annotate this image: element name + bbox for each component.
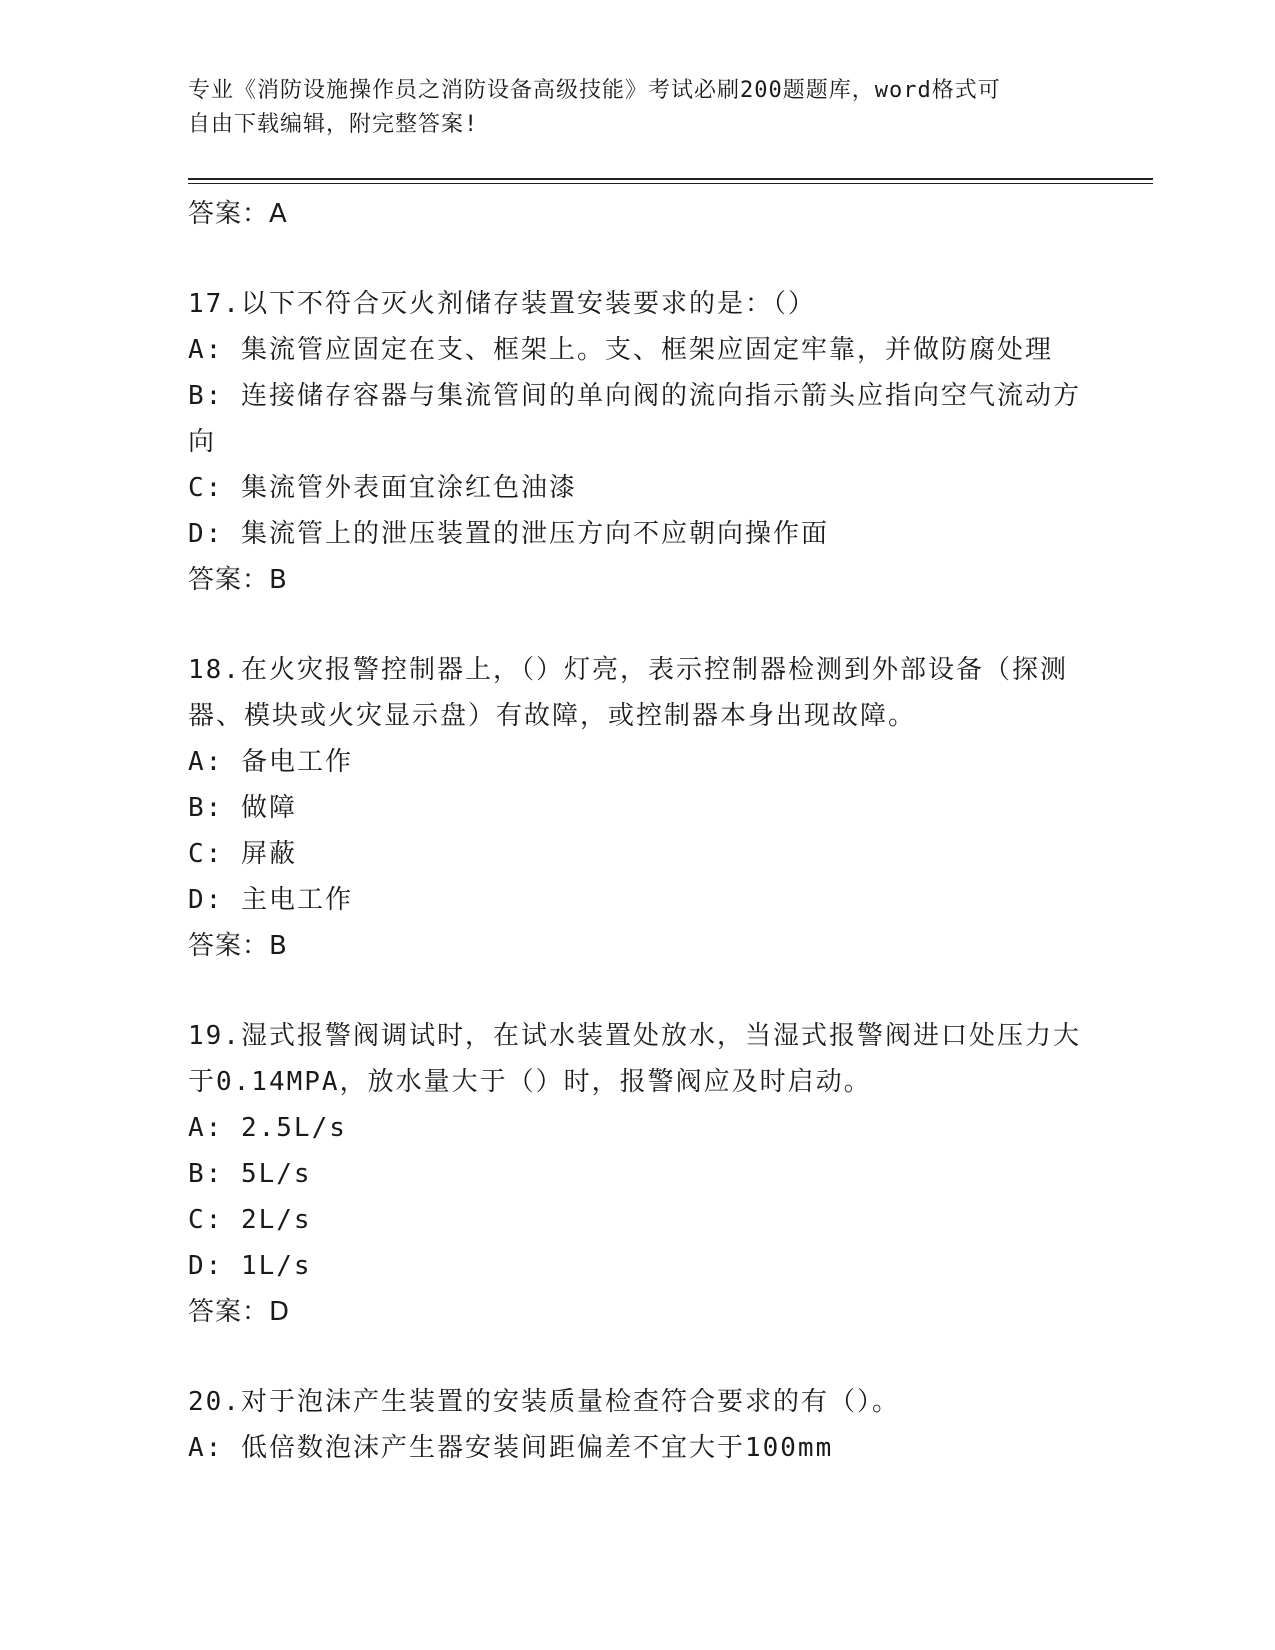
question-20	[188, 1379, 1088, 1471]
option-c: C: 集流管外表面宜涂红色油漆	[188, 473, 577, 503]
option-d: D: 集流管上的泄压装置的泄压方向不应朝向操作面	[188, 519, 829, 549]
option-a: A: 集流管应固定在支、框架上。支、框架应固定牢靠，并做防腐处理	[188, 335, 1053, 365]
option-a: A: 低倍数泡沫产生器安装间距偏差不宜大于100mm	[188, 1433, 834, 1463]
option-b: B: 5L/s	[188, 1159, 312, 1189]
question-stem: 19.湿式报警阀调试时，在试水装置处放水，当湿式报警阀进口处压力大于0.14MPA，放水量大于（）时，报警阀应及时启动。	[188, 1021, 1081, 1097]
header-line-2: 自由下载编辑，附完整答案!	[188, 112, 479, 137]
option-b: B: 连接储存容器与集流管间的单向阀的流向指示箭头应指向空气流动方向	[188, 381, 1081, 457]
question-list	[188, 191, 1088, 1471]
question-17	[188, 281, 1088, 603]
question-stem: 18.在火灾报警控制器上，（）灯亮，表示控制器检测到外部设备（探测器、模块或火灾显示盘）有故障，或控制器本身出现故障。	[188, 655, 1068, 731]
question-18	[188, 647, 1088, 969]
header-rule-thin	[188, 183, 1153, 184]
document-header	[188, 74, 1068, 142]
question-19	[188, 1013, 1088, 1335]
previous-answer: 答案：A	[188, 199, 288, 229]
option-d: D: 主电工作	[188, 885, 353, 915]
option-a: A: 2.5L/s	[188, 1113, 347, 1143]
header-rule-thick	[188, 178, 1153, 180]
option-b: B: 做障	[188, 793, 297, 823]
option-c: C: 屏蔽	[188, 839, 297, 869]
question-stem: 17.以下不符合灭火剂储存装置安装要求的是：（）	[188, 289, 816, 319]
answer-line: 答案：B	[188, 565, 288, 595]
question-stem: 20.对于泡沫产生装置的安装质量检查符合要求的有（）。	[188, 1387, 900, 1417]
option-c: C: 2L/s	[188, 1205, 312, 1235]
answer-line: 答案：D	[188, 1297, 291, 1327]
header-line-1: 专业《消防设施操作员之消防设备高级技能》考试必刷200题题库，word格式可	[188, 78, 1001, 103]
answer-line: 答案：B	[188, 931, 288, 961]
option-d: D: 1L/s	[188, 1251, 312, 1281]
option-a: A: 备电工作	[188, 747, 353, 777]
